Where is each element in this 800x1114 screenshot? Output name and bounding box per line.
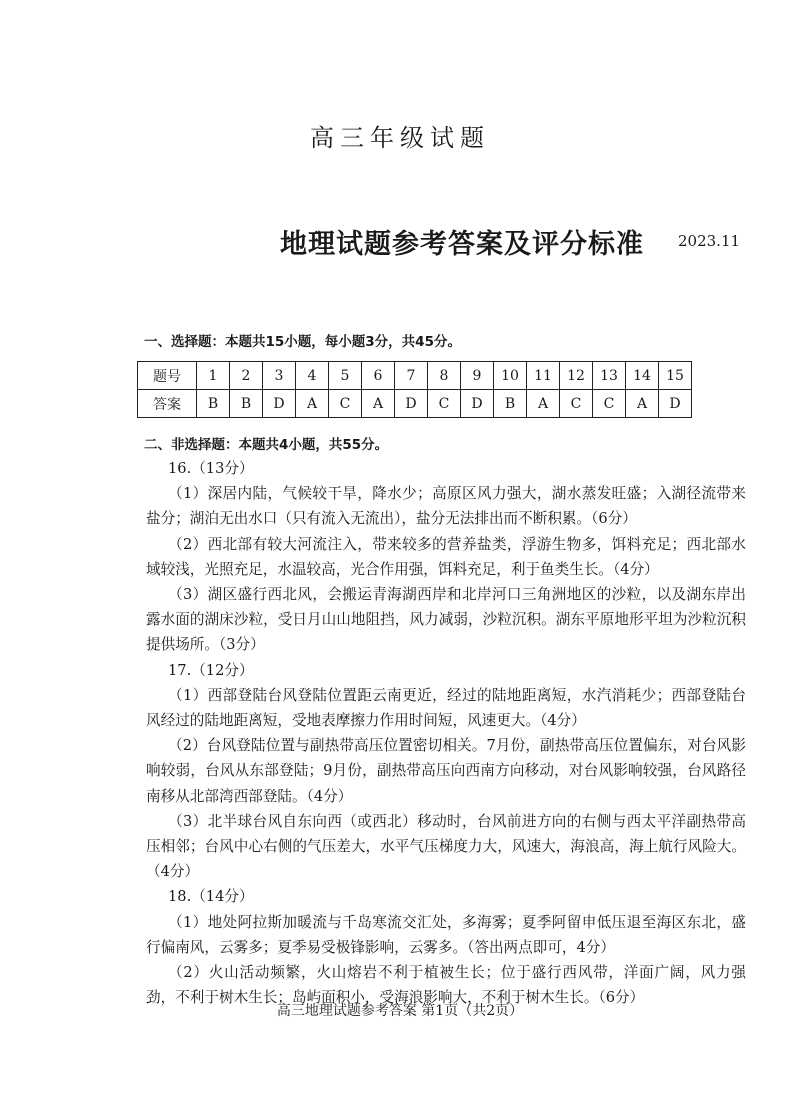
question-number: 10 [494, 362, 527, 390]
answer-cell: D [659, 390, 692, 418]
question-number: 12 [560, 362, 593, 390]
question-number: 5 [329, 362, 362, 390]
q18-title: 18.（14分） [168, 888, 254, 906]
page-footer: 高三地理试题参考答案 第1页（共2页） [276, 1003, 524, 1019]
answer-cell: A [626, 390, 659, 418]
answer-cell: D [395, 390, 428, 418]
answer-cell: D [263, 390, 296, 418]
section-2-heading: 二、非选择题：本题共4小题，共55分。 [144, 437, 389, 453]
answer-cell: C [329, 390, 362, 418]
answer-table-answer-row [138, 390, 692, 418]
q16-answer-3: （3）湖区盛行西北风，会搬运青海湖西岸和北岸河口三角洲地区的沙粒，以及湖东岸出露水面的湖床沙粒，受日月山山地阻挡，风力减弱，沙粒沉积。湖东平原地形平坦为沙粒沉积提供场所。（3分） [146, 586, 746, 654]
answer-cell: B [230, 390, 263, 418]
exam-header-title: 高三年级试题 [310, 124, 490, 152]
question-number: 13 [593, 362, 626, 390]
q17-answer-3: （3）北半球台风自东向西（或西北）移动时，台风前进方向的右侧与西太平洋副热带高压相邻；台风中心右侧的气压差大，水平气压梯度力大，风速大，海浪高，海上航行风险大。（4分） [146, 812, 746, 881]
question-number: 1 [197, 362, 230, 390]
q16-answer-1: （1）深居内陆，气候较干旱，降水少；高原区风力强大，湖水蒸发旺盛；入湖径流带来盐分；湖泊无出水口（只有流入无流出），盐分无法排出而不断积累。（6分） [146, 485, 746, 528]
answer-cell: C [428, 390, 461, 418]
question-number: 11 [527, 362, 560, 390]
q18-answer-2: （2）火山活动频繁，火山熔岩不利于植被生长；位于盛行西风带，洋面广阔，风力强劲，不利于树木生长；岛屿面积小，受海浪影响大，不利于树木生长。（6分） [146, 964, 746, 1007]
question-number: 6 [362, 362, 395, 390]
answer-cell: A [362, 390, 395, 418]
q17-title: 17.（12分） [168, 661, 254, 679]
question-number: 7 [395, 362, 428, 390]
answer-row-label: 答案 [138, 390, 197, 418]
answer-cell: A [296, 390, 329, 418]
answer-cell: D [461, 390, 494, 418]
document-title: 地理试题参考答案及评分标准 [280, 229, 644, 260]
answer-cell: B [494, 390, 527, 418]
q18-answer-1: （1）地处阿拉斯加暖流与千岛寒流交汇处，多海雾；夏季阿留申低压退至海区东北，盛行偏南风，云雾多；夏季易受极锋影响，云雾多。（答出两点即可，4分） [146, 913, 746, 956]
q16-title: 16.（13分） [168, 460, 254, 477]
question-number: 2 [230, 362, 263, 390]
question-number: 14 [626, 362, 659, 390]
question-number: 9 [461, 362, 494, 390]
q16-answer-2: （2）西北部有较大河流注入，带来较多的营养盐类，浮游生物多，饵料充足；西北部水域较浅，光照充足，水温较高，光合作用强，饵料充足，利于鱼类生长。（4分） [146, 535, 746, 578]
answer-cell: B [197, 390, 230, 418]
q17-answer-1: （1）西部登陆台风登陆位置距云南更近，经过的陆地距离短，水汽消耗少；西部登陆台风经过的陆地距离短，受地表摩擦力作用时间短，风速更大。（4分） [146, 686, 746, 730]
answer-table-number-row [138, 362, 692, 390]
question-number: 3 [263, 362, 296, 390]
question-number: 8 [428, 362, 461, 390]
document-date: 2023.11 [678, 232, 741, 250]
answer-cell: C [593, 390, 626, 418]
answers-body [146, 456, 746, 1010]
answer-cell: C [560, 390, 593, 418]
answer-table [137, 361, 692, 418]
question-number: 15 [659, 362, 692, 390]
answer-cell: A [527, 390, 560, 418]
question-number: 4 [296, 362, 329, 390]
section-1-heading: 一、选择题：本题共15小题，每小题3分，共45分。 [144, 334, 461, 350]
number-row-label: 题号 [138, 362, 197, 390]
q17-answer-2: （2）台风登陆位置与副热带高压位置密切相关。7月份，副热带高压位置偏东，对台风影响较弱，台风从东部登陆；9月份，副热带高压向西南方向移动，对台风影响较强，台风路径南移从北部湾西部登陆。（4分） [146, 737, 746, 805]
